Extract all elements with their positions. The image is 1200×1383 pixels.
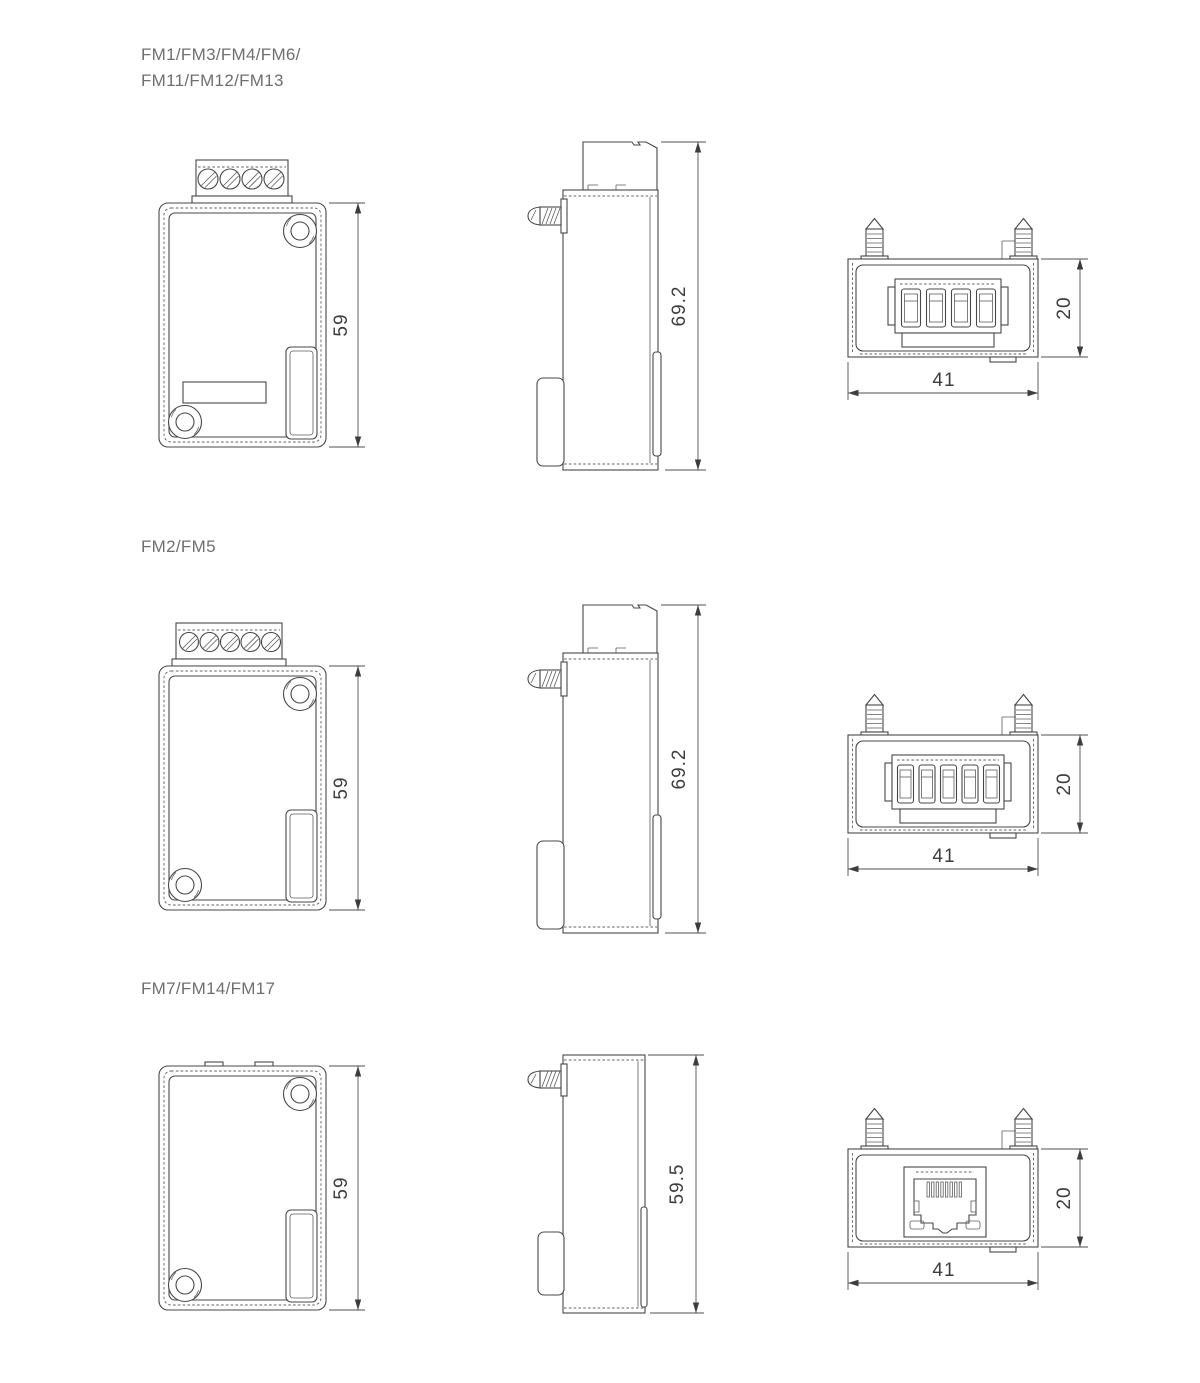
figure-label-fm1: [141, 42, 301, 94]
height-dimension: [329, 203, 365, 447]
top-depth-value: 20: [1054, 296, 1075, 320]
fm2-side-view: [520, 598, 718, 950]
side-height-value: 59.5: [667, 1163, 688, 1205]
figure-label-line: FM2/FM5: [141, 537, 216, 556]
height-dimension: [648, 1055, 704, 1313]
depth-dimension: [1041, 1149, 1088, 1247]
top-width-value: 41: [932, 370, 956, 391]
fm7-side-view: [520, 1040, 718, 1342]
side-height-value: 69.2: [669, 748, 690, 790]
depth-dimension: [1041, 259, 1088, 357]
figure-label-line: FM1/FM3/FM4/FM6/: [141, 45, 301, 64]
connector-edge: [641, 1207, 647, 1307]
fm1-top-view: [830, 215, 1102, 411]
top-depth-value: 20: [1054, 1186, 1075, 1210]
side-height-value: 69.2: [669, 285, 690, 327]
height-dimension: [329, 666, 365, 910]
height-dimension: [661, 142, 706, 470]
figure-label-line: FM11/FM12/FM13: [141, 71, 284, 90]
width-dimension: [848, 838, 1038, 876]
figure-label-fm2: [141, 534, 216, 560]
fm1-side-view: [520, 135, 718, 487]
front-height-value: 59: [331, 1176, 352, 1200]
fm7-top-view: [830, 1105, 1102, 1301]
fm7-front-view: [140, 1021, 372, 1333]
module-side-body: [528, 1055, 647, 1313]
top-width-value: 41: [932, 846, 956, 867]
front-height-value: 59: [331, 313, 352, 337]
front-height-value: 59: [331, 776, 352, 800]
fm2-top-view: [830, 691, 1102, 887]
mounting-screw-side: [528, 1064, 567, 1096]
width-dimension: [848, 362, 1038, 400]
fm1-front-view: [140, 158, 372, 470]
height-dimension: [329, 1066, 365, 1310]
fm2-front-view: [140, 621, 372, 933]
height-dimension: [661, 605, 706, 933]
bottom-connector-housing: [538, 1232, 564, 1295]
depth-dimension: [1041, 735, 1088, 833]
top-width-value: 41: [932, 1260, 956, 1281]
width-dimension: [848, 1252, 1038, 1290]
figure-label-fm7: [141, 976, 275, 1002]
top-depth-value: 20: [1054, 772, 1075, 796]
figure-label-line: FM7/FM14/FM17: [141, 979, 276, 998]
